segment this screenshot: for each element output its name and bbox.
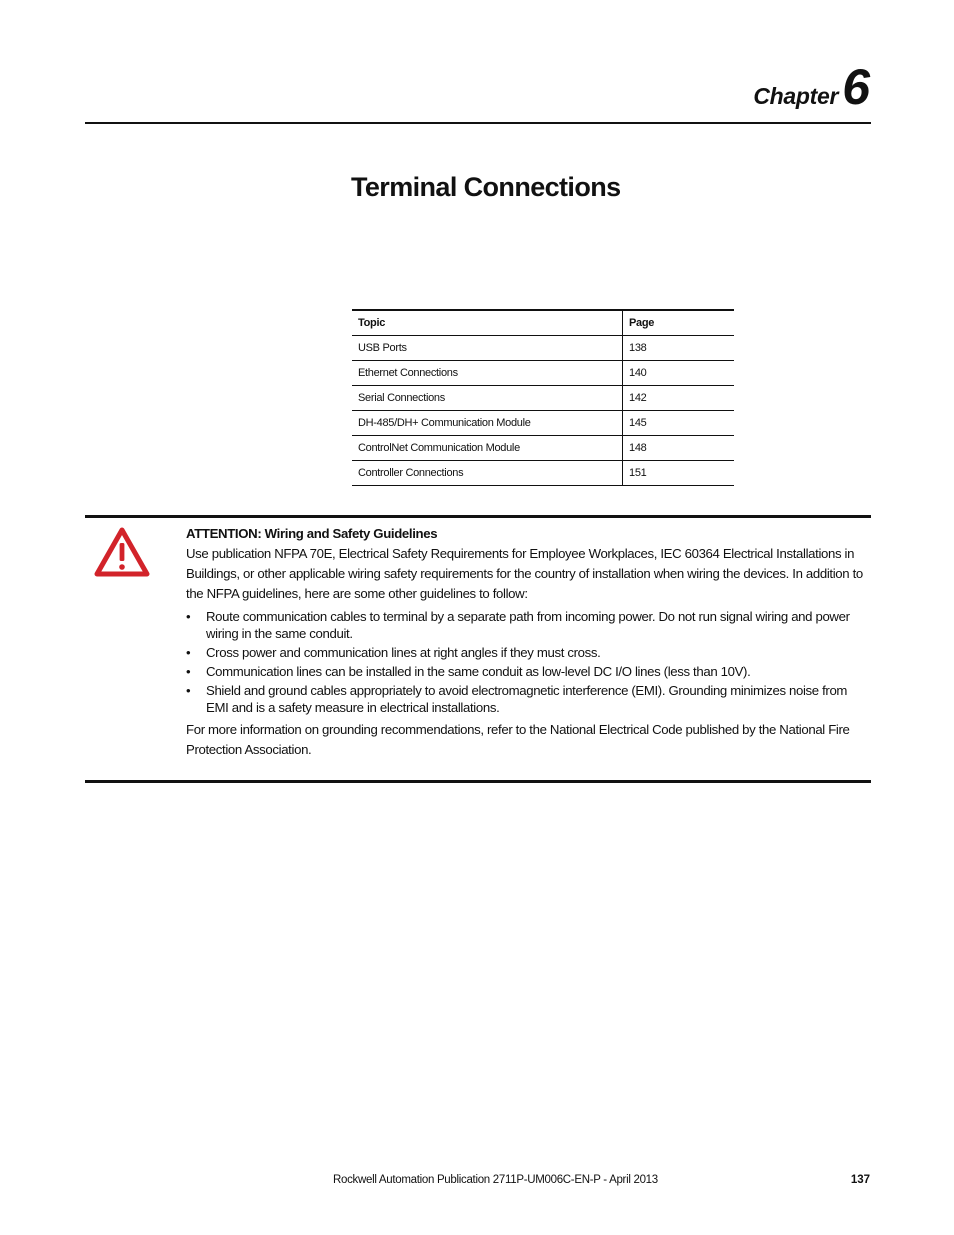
chapter-label: Chapter (753, 83, 839, 109)
attention-heading: ATTENTION: Wiring and Safety Guidelines (186, 526, 438, 541)
topic-cell[interactable]: Controller Connections (352, 461, 623, 486)
table-row (352, 386, 734, 411)
table-row (352, 411, 734, 436)
table-row (352, 436, 734, 461)
page-cell[interactable]: 151 (623, 461, 735, 486)
page-cell[interactable]: 138 (623, 336, 735, 361)
column-header-page: Page (623, 310, 735, 336)
attention-block (186, 524, 872, 760)
page-cell[interactable]: 142 (623, 386, 735, 411)
list-item-text: Shield and ground cables appropriately to avoid electromagnetic interference (EMI). Grounding minimizes noise from EMI and is a safety measure in electrical installations. (206, 683, 848, 715)
list-item (186, 663, 872, 680)
page-cell[interactable]: 145 (623, 411, 735, 436)
list-item-text: Cross power and communication lines at right angles if they must cross. (206, 645, 601, 660)
topic-cell[interactable]: USB Ports (352, 336, 623, 361)
chapter-number: 6 (842, 59, 869, 115)
list-item (186, 682, 872, 716)
table-header-row (352, 310, 734, 336)
attention-bottom-rule (85, 780, 871, 783)
header-rule (85, 122, 871, 124)
table-row (352, 336, 734, 361)
topic-cell[interactable]: DH-485/DH+ Communication Module (352, 411, 623, 436)
list-item-text: Communication lines can be installed in the same conduit as low-level DC I/O lines (less than 10V). (206, 664, 751, 679)
list-item (186, 644, 872, 661)
guideline-list (186, 608, 872, 716)
page-cell[interactable]: 148 (623, 436, 735, 461)
bullet-icon: • (186, 609, 191, 624)
page-cell[interactable]: 140 (623, 361, 735, 386)
bullet-icon: • (186, 683, 191, 698)
topic-cell[interactable]: Serial Connections (352, 386, 623, 411)
list-item-text: Route communication cables to terminal by a separate path from incoming power. Do not run signal wiring and power wiring in the same conduit. (206, 609, 850, 641)
topic-cell[interactable]: ControlNet Communication Module (352, 436, 623, 461)
page-title: Terminal Connections (351, 172, 621, 202)
bullet-icon: • (186, 664, 191, 679)
topic-table (352, 309, 734, 486)
page-number: 137 (850, 1174, 870, 1186)
table-row (352, 361, 734, 386)
attention-intro: Use publication NFPA 70E, Electrical Safety Requirements for Employee Workplaces, IEC 60364 Electrical Installations in Buildings, or other applicable wiring safety requirements for the country of installation when wiring the devices. In addition to the NFPA guidelines, here are some other guidelines to follow: (186, 546, 863, 601)
list-item (186, 608, 872, 642)
bullet-icon: • (186, 645, 191, 660)
column-header-topic: Topic (352, 310, 623, 336)
attention-top-rule (85, 515, 871, 518)
attention-more-info: For more information on grounding recommendations, refer to the National Electrical Code published by the National Fire Protection Association. (186, 722, 850, 757)
publication-footer: Rockwell Automation Publication 2711P-UM006C-EN-P - April 2013 (333, 1174, 658, 1186)
warning-triangle-icon (94, 527, 150, 577)
table-row (352, 461, 734, 486)
topic-cell[interactable]: Ethernet Connections (352, 361, 623, 386)
chapter-heading (753, 59, 869, 115)
